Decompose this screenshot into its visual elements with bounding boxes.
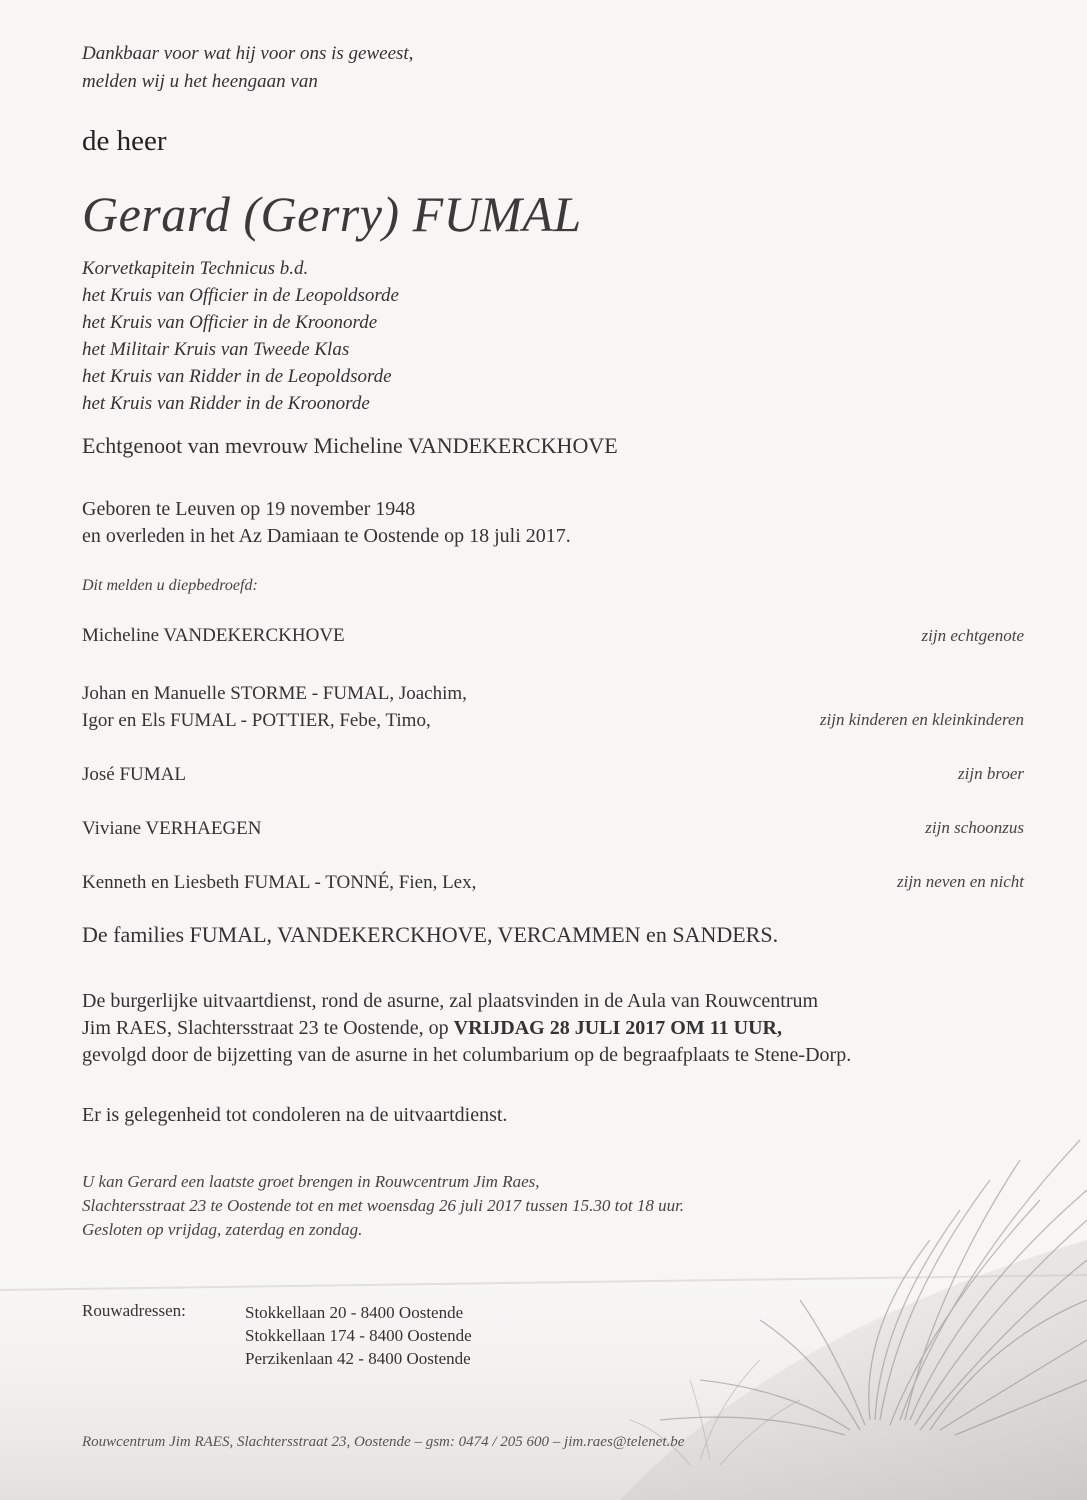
intro-line-2: melden wij u het heengaan van (82, 71, 318, 92)
visit-line-1: U kan Gerard een laatste groet brengen in Rouwcentrum Jim Raes, (82, 1172, 540, 1191)
service-line-1: De burgerlijke uitvaartdienst, rond de asurne, zal plaatsvinden in de Aula van Rouwcentrum (82, 990, 819, 1012)
families-line: De families FUMAL, VANDEKERCKHOVE, VERCAMMEN en SANDERS. (82, 922, 779, 947)
birth-death-info (82, 496, 571, 550)
family-member-name: Kenneth en Liesbeth FUMAL - TONNÉ, Fien, Lex, (82, 872, 477, 893)
address-item: Stokkellaan 20 - 8400 Oostende (245, 1303, 464, 1322)
spouse-line: Echtgenoot van mevrouw Micheline VANDEKERCKHOVE (82, 433, 618, 458)
deceased-name: Gerard (Gerry) FUMAL (82, 186, 582, 242)
family-member-name: Johan en Manuelle STORME - FUMAL, Joachim, (82, 683, 467, 704)
family-member-name: Micheline VANDEKERCKHOVE (82, 625, 345, 646)
condolence-line: Er is gelegenheid tot condoleren na de uitvaartdienst. (82, 1104, 508, 1126)
visit-line-3: Gesloten op vrijdag, zaterdag en zondag. (82, 1220, 363, 1239)
honour-item: het Kruis van Officier in de Leopoldsorde (82, 285, 399, 306)
announce-line: Dit melden u diepbedroefd: (82, 577, 258, 594)
family-relation: zijn broer (958, 764, 1024, 783)
family-member-name: Viviane VERHAEGEN (82, 818, 262, 839)
death-line: en overleden in het Az Damiaan te Oostende op 18 juli 2017. (82, 525, 571, 547)
honour-item: het Kruis van Ridder in de Kroonorde (82, 393, 370, 414)
honour-item: het Kruis van Ridder in de Leopoldsorde (82, 366, 392, 387)
service-date: VRIJDAG 28 JULI 2017 OM 11 UUR, (453, 1017, 782, 1039)
family-relation: zijn neven en nicht (897, 872, 1024, 891)
addresses-label: Rouwadressen: (82, 1301, 186, 1320)
birth-line: Geboren te Leuven op 19 november 1948 (82, 498, 416, 520)
honour-item: het Militair Kruis van Tweede Klas (82, 339, 350, 360)
intro-line-1: Dankbaar voor wat hij voor ons is geweest, (82, 43, 414, 64)
honour-item: het Kruis van Officier in de Kroonorde (82, 312, 378, 333)
family-member-name: Igor en Els FUMAL - POTTIER, Febe, Timo, (82, 710, 431, 731)
service-location: Jim RAES, Slachtersstraat 23 te Oostende, op (82, 1017, 454, 1039)
honours-list (82, 255, 399, 417)
footer-contact: Rouwcentrum Jim RAES, Slachtersstraat 23, Oostende – gsm: 0474 / 205 600 – jim.raes@telenet.be (82, 1434, 685, 1450)
intro-text (82, 40, 413, 96)
family-relation: zijn schoonzus (925, 818, 1024, 837)
honour-item: Korvetkapitein Technicus b.d. (82, 258, 309, 279)
visitation-info (82, 1170, 684, 1242)
service-line-2 (82, 1015, 851, 1042)
addresses-list (245, 1301, 472, 1370)
service-info (82, 988, 851, 1069)
family-member-name: José FUMAL (82, 764, 186, 785)
family-relation: zijn kinderen en kleinkinderen (819, 710, 1024, 729)
service-line-3: gevolgd door de bijzetting van de asurne in het columbarium op de begraafplaats te Stene-Dorp. (82, 1044, 852, 1066)
visit-line-2: Slachtersstraat 23 te Oostende tot en met woensdag 26 juli 2017 tussen 15.30 tot 18 uur. (82, 1196, 685, 1215)
salutation: de heer (82, 125, 167, 157)
family-relation: zijn echtgenote (921, 626, 1024, 645)
address-item: Perzikenlaan 42 - 8400 Oostende (245, 1349, 471, 1368)
address-item: Stokkellaan 174 - 8400 Oostende (245, 1326, 472, 1345)
